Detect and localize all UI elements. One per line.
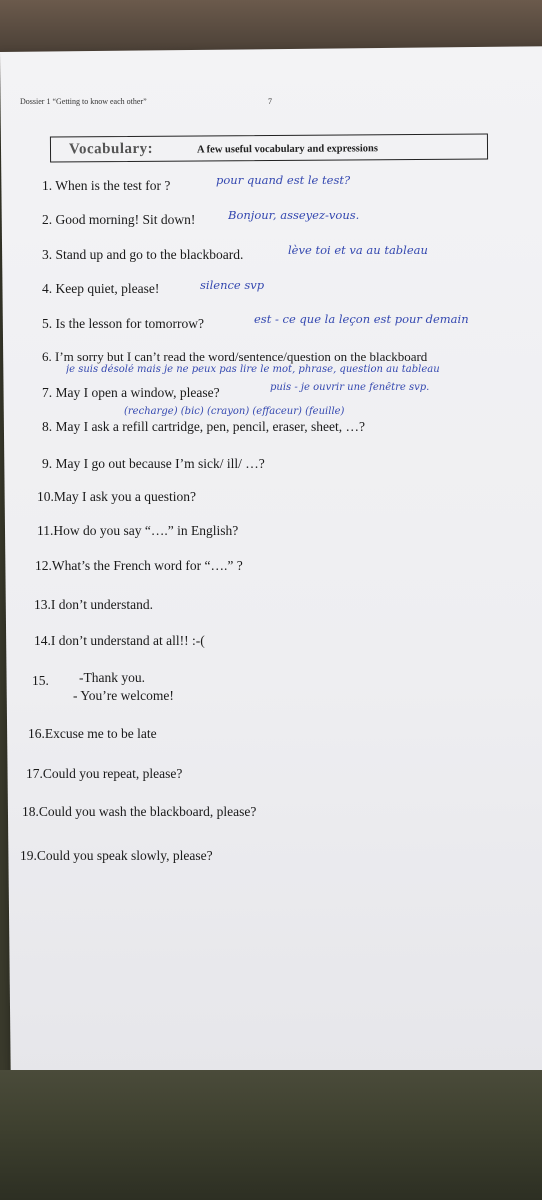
list-item: 9. May I go out because I’m sick/ ill/ …? (42, 456, 265, 471)
list-item: 11.How do you say “….” in English? (37, 523, 239, 538)
list-item: 5. Is the lesson for tomorrow? (42, 316, 204, 331)
handwritten-note: silence svp (200, 278, 265, 292)
title-box (50, 133, 488, 162)
list-item: 4. Keep quiet, please! (42, 281, 160, 296)
handwritten-note: Bonjour, asseyez-vous. (228, 208, 360, 222)
list-item: 18.Could you wash the blackboard, please? (22, 804, 257, 819)
handwritten-note: je suis désolé mais je ne peux pas lire le mot, phrase, question au tableau (66, 364, 440, 375)
list-item: 8. May I ask a refill cartridge, pen, pencil, eraser, sheet, …? (42, 419, 365, 434)
list-item: 2. Good morning! Sit down! (42, 212, 196, 227)
handwritten-note: est - ce que la leçon est pour demain (254, 312, 469, 326)
list-item: 13.I don’t understand. (34, 597, 153, 612)
list-item: 3. Stand up and go to the blackboard. (42, 247, 244, 262)
handwritten-note: lève toi et va au tableau (288, 243, 428, 257)
list-item-number: 15. (32, 673, 49, 688)
list-item: 1. When is the test for ? (42, 178, 171, 193)
list-item: 17.Could you repeat, please? (26, 766, 183, 781)
page-number: 7 (268, 97, 272, 106)
list-item: 7. May I open a window, please? (42, 385, 220, 400)
list-item: 19.Could you speak slowly, please? (20, 848, 213, 863)
handwritten-note: puis - je ouvrir une fenêtre svp. (270, 382, 430, 393)
list-item: 16.Excuse me to be late (28, 726, 157, 741)
list-item: 6. I’m sorry but I can’t read the word/sentence/question on the blackboard (42, 349, 428, 364)
handwritten-note: pour quand est le test? (216, 173, 351, 187)
list-item: 10.May I ask you a question? (37, 489, 196, 504)
background-bottom (0, 1070, 542, 1200)
handwritten-note: (recharge) (bic) (crayon) (effaceur) (feuille) (124, 406, 345, 417)
dialogue-line: -Thank you. (79, 670, 145, 685)
page-title: Vocabulary: (68, 140, 154, 158)
list-item: 14.I don’t understand at all!! :-( (34, 633, 205, 648)
dossier-header: Dossier 1 “Getting to know each other” (20, 97, 147, 106)
dialogue-line: - You’re welcome! (73, 688, 174, 703)
list-item: 12.What’s the French word for “….” ? (35, 558, 243, 573)
page-subtitle: A few useful vocabulary and expressions (196, 143, 378, 156)
